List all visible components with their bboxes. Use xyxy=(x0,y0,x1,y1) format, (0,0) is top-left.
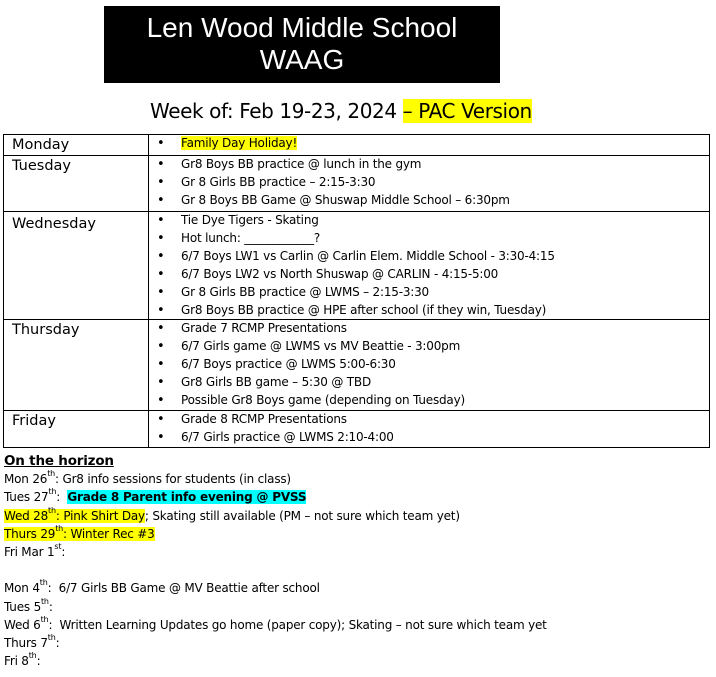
horizon-item: Fri 8th: xyxy=(4,651,41,669)
spacer xyxy=(4,561,547,579)
table-row-tuesday xyxy=(4,156,710,212)
table-row-wednesday xyxy=(4,212,710,320)
events-cell xyxy=(149,212,710,320)
on-the-horizon-section xyxy=(4,452,547,670)
horizon-item: Wed 6th: Written Learning Updates go home (paper copy); Skating – not sure which team yet xyxy=(4,614,547,632)
day-cell: Wednesday xyxy=(4,212,149,320)
event-item: • Gr 8 Girls BB practice @ LWMS – 2:15-3:30 xyxy=(157,284,709,302)
event-item: • 6/7 Girls practice @ LWMS 2:10-4:00 xyxy=(157,429,709,447)
event-item: • Gr8 Girls BB game – 5:30 @ TBD xyxy=(157,374,709,392)
event-item: • Gr 8 Boys BB Game @ Shuswap Middle School – 6:30pm xyxy=(157,192,709,210)
event-item: • 6/7 Boys practice @ LWMS 5:00-6:30 xyxy=(157,356,709,374)
event-item: • Possible Gr8 Boys game (depending on Tuesday) xyxy=(157,392,709,410)
banner-subtitle: WAAG xyxy=(259,44,345,75)
horizon-item: Fri Mar 1st: xyxy=(4,542,66,560)
event-item: • 6/7 Girls game @ LWMS vs MV Beattie - 3:00pm xyxy=(157,338,709,356)
horizon-item: Mon 4th: 6/7 Girls BB Game @ MV Beattie after school xyxy=(4,578,320,596)
event-item: • Grade 8 RCMP Presentations xyxy=(157,411,709,429)
event-item: • 6/7 Boys LW2 vs North Shuswap @ CARLIN - 4:15-5:00 xyxy=(157,266,709,284)
day-cell: Tuesday xyxy=(4,156,149,212)
event-item: • Gr8 Boys BB practice @ HPE after school (if they win, Tuesday) xyxy=(157,302,709,320)
horizon-item: Tues 5th: xyxy=(4,596,53,614)
events-cell xyxy=(149,156,710,212)
horizon-item: Wed 28th: Pink Shirt Day; Skating still available (PM – not sure which team yet) xyxy=(4,505,460,523)
event-item: • Family Day Holiday! xyxy=(157,135,709,153)
table-row-thursday xyxy=(4,320,710,411)
day-cell: Friday xyxy=(4,410,149,447)
version-label: – PAC Version xyxy=(402,99,532,123)
week-heading xyxy=(150,98,532,124)
event-item: • Hot lunch: ____________? xyxy=(157,230,709,248)
week-dates: Week of: Feb 19-23, 2024 xyxy=(150,99,403,123)
horizon-item: Tues 27th: Grade 8 Parent info evening @ PVSS xyxy=(4,487,307,505)
event-item: • Gr8 Boys BB practice @ lunch in the gym xyxy=(157,156,709,174)
horizon-item: Thurs 29th: Winter Rec #3 xyxy=(4,523,155,541)
table-row-monday xyxy=(4,135,710,156)
events-cell xyxy=(149,135,710,156)
event-item: • Grade 7 RCMP Presentations xyxy=(157,320,709,338)
school-name: Len Wood Middle School xyxy=(146,12,458,43)
section-heading: On the horizon xyxy=(4,453,114,469)
school-title-banner xyxy=(104,6,500,83)
event-item: • Tie Dye Tigers - Skating xyxy=(157,212,709,230)
events-cell xyxy=(149,320,710,411)
table-row-friday xyxy=(4,410,710,447)
event-item: • Gr 8 Girls BB practice – 2:15-3:30 xyxy=(157,174,709,192)
day-cell: Monday xyxy=(4,135,149,156)
horizon-item: Mon 26th: Gr8 info sessions for students (in class) xyxy=(4,469,291,487)
event-item: • 6/7 Boys LW1 vs Carlin @ Carlin Elem. Middle School - 3:30-4:15 xyxy=(157,248,709,266)
day-cell: Thursday xyxy=(4,320,149,411)
horizon-item: Thurs 7th: xyxy=(4,633,60,651)
weekly-schedule-table xyxy=(3,134,710,448)
events-cell xyxy=(149,410,710,447)
